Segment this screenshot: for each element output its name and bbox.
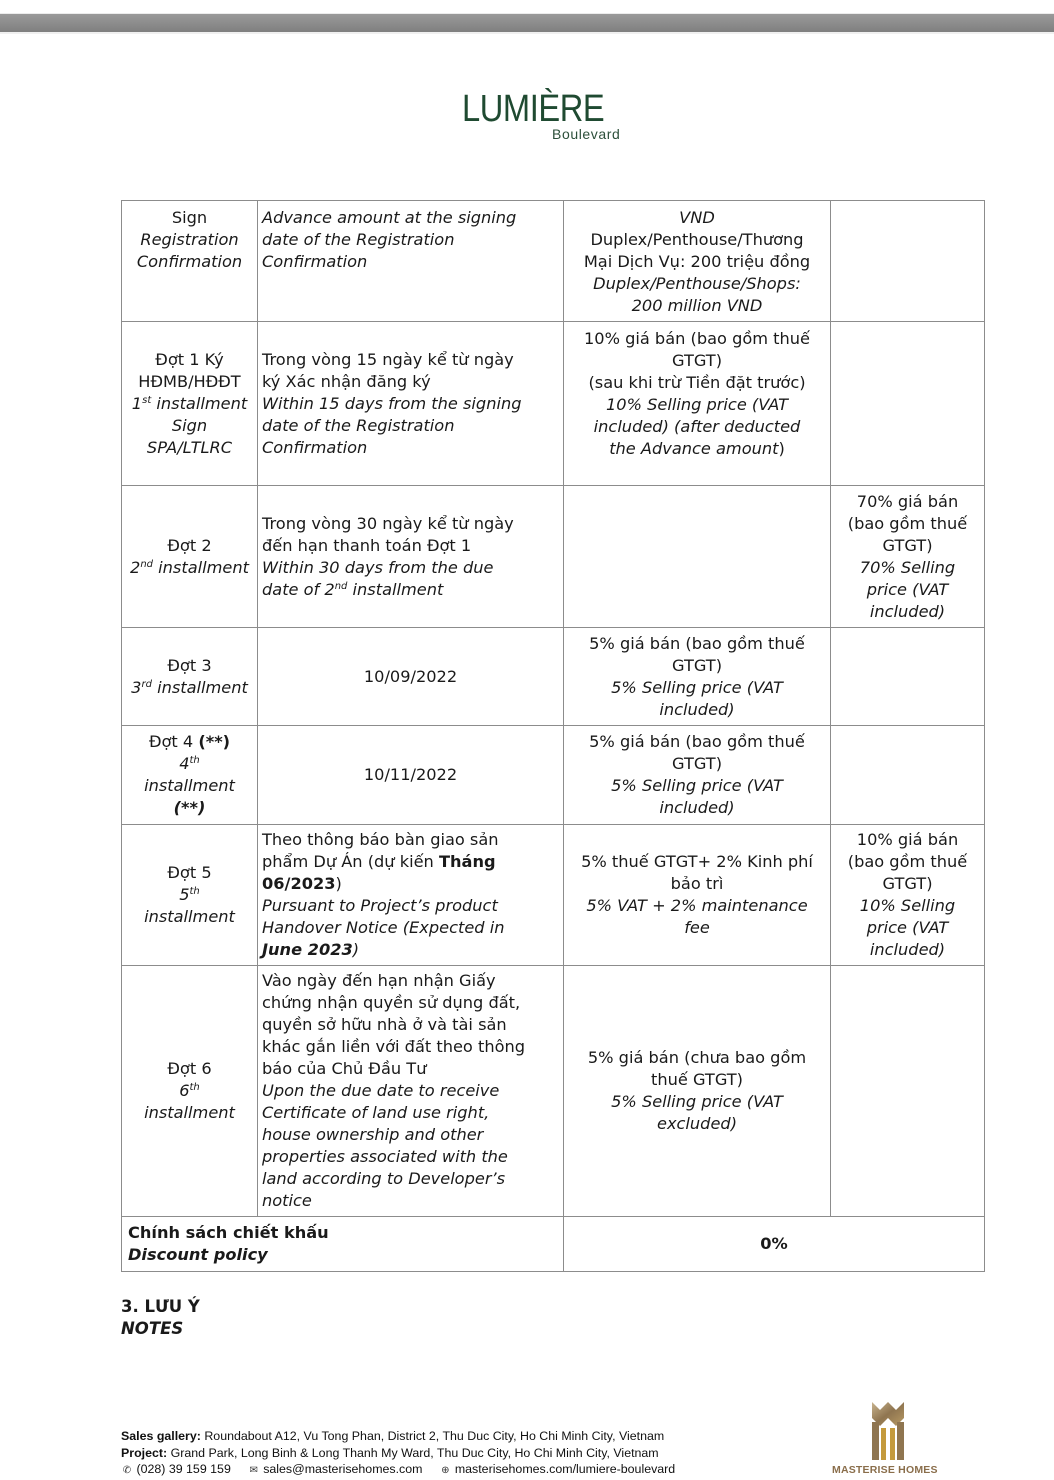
masterise-homes-wordmark: MASTERISE HOMES — [832, 1464, 938, 1476]
timing-text: Pursuant to Project’s product — [262, 896, 498, 915]
stage-text: Sign — [171, 208, 208, 227]
loan-cell — [831, 966, 985, 1217]
timing-part: installment — [347, 579, 444, 599]
table-row — [122, 825, 985, 966]
timing-part: ) — [352, 940, 360, 959]
stage-text: Đợt 1 Ký — [155, 349, 224, 369]
loan-cell — [831, 322, 985, 486]
timing-text: Confirmation — [262, 252, 368, 271]
table-row — [122, 322, 985, 486]
ordinal-suffix: st — [142, 394, 152, 406]
loan-text: (bao gồm thuế — [847, 852, 968, 871]
timing-cell — [258, 486, 564, 628]
timing-text: Within 30 days from the due — [262, 557, 494, 577]
email-link[interactable]: sales@masterisehomes.com — [263, 1462, 423, 1476]
amount-text: 5% giá bán (bao gồm thuế — [589, 732, 805, 751]
amount-text: bảo trì — [670, 874, 724, 893]
discount-label-vi: Chính sách chiết khấu — [128, 1223, 329, 1242]
amount-text: excluded) — [656, 1114, 738, 1133]
timing-text: ký Xác nhận đăng ký — [262, 371, 431, 391]
amount-text: VND — [679, 208, 715, 227]
amount-cell — [564, 486, 831, 628]
amount-text: included) — [659, 699, 735, 719]
table-row — [122, 628, 985, 726]
amount-text: GTGT) — [671, 754, 723, 773]
stage-text — [123, 557, 256, 579]
timing-text: properties associated with the — [262, 1147, 508, 1166]
stage-cell — [122, 726, 258, 825]
stage-cell — [122, 825, 258, 966]
timing-text: Trong vòng 30 ngày kể từ ngày — [262, 513, 514, 533]
amount-text: 5% giá bán (bao gồm thuế — [589, 633, 805, 653]
masterise-homes-logo — [828, 1398, 948, 1478]
timing-text — [262, 579, 559, 601]
payment-schedule-table — [121, 200, 985, 1272]
notes-heading — [121, 1296, 200, 1340]
stage-part: Đợt 4 — [148, 732, 199, 751]
ordinal-number: 4 — [179, 754, 190, 773]
amount-text-paren: ) — [778, 439, 785, 458]
loan-cell — [831, 486, 985, 628]
timing-text: house ownership and other — [262, 1125, 484, 1144]
timing-text — [262, 851, 559, 873]
timing-text: Upon the due date to receive — [262, 1081, 500, 1100]
ordinal-suffix: nd — [334, 580, 348, 592]
discount-label-cell — [122, 1217, 564, 1272]
amount-text: 10% giá bán (bao gồm thuế — [583, 329, 811, 348]
project-line — [121, 1445, 675, 1462]
loan-text: GTGT) — [882, 535, 933, 555]
timing-text — [262, 873, 559, 895]
installment-word: installment — [153, 557, 249, 577]
ordinal-suffix: th — [189, 1082, 200, 1093]
timing-cell — [258, 966, 564, 1217]
footnote-marker: (**) — [198, 732, 231, 751]
amount-text — [567, 438, 827, 460]
loan-text: 10% giá bán — [856, 830, 959, 849]
loan-text: price (VAT — [866, 579, 949, 599]
project-address: Grand Park, Long Binh & Long Thanh My Ward, Thu Duc City, Ho Chi Minh City, Vietnam — [167, 1445, 659, 1460]
loan-cell — [831, 825, 985, 966]
loan-text: 70% giá bán — [856, 491, 959, 511]
mail-icon: ✉ — [249, 1465, 258, 1476]
ordinal-number: 5 — [179, 885, 190, 904]
installment-word: installment — [151, 393, 248, 413]
amount-text: 5% Selling price (VAT — [611, 1092, 783, 1111]
stage-text: SPA/LTLRC — [146, 437, 233, 457]
amount-text: GTGT) — [671, 351, 723, 370]
timing-text: land according to Developer’s — [262, 1169, 506, 1188]
stage-text — [123, 393, 256, 415]
timing-part: ) — [335, 874, 342, 893]
amount-text: 5% Selling price (VAT — [611, 776, 783, 795]
amount-text: 5% thuế GTGT+ 2% Kinh phí — [581, 852, 813, 871]
footer-contact — [121, 1428, 675, 1480]
stage-text — [123, 677, 256, 699]
project-label: Project: — [121, 1445, 168, 1460]
stage-text: installment — [144, 776, 235, 795]
stage-text: installment — [144, 1103, 235, 1122]
loan-text: 10% Selling — [859, 896, 956, 915]
amount-cell — [564, 966, 831, 1217]
table-row — [122, 726, 985, 825]
amount-text: 200 million VND — [631, 296, 763, 315]
amount-text: 5% Selling price (VAT — [611, 677, 783, 697]
amount-cell — [564, 726, 831, 825]
amount-text: 5% VAT + 2% maintenance — [586, 896, 808, 915]
amount-text: 5% giá bán (chưa bao gồm — [587, 1048, 807, 1067]
timing-part: date of 2 — [262, 579, 335, 599]
brand-main: LUMIÈRE — [462, 88, 605, 130]
timing-cell: 10/09/2022 — [258, 628, 564, 726]
viewer-top-bar — [0, 13, 1054, 34]
amount-cell — [564, 825, 831, 966]
loan-text: (bao gồm thuế — [847, 513, 968, 533]
timing-text: date of the Registration — [262, 415, 455, 435]
discount-row — [122, 1217, 985, 1272]
ordinal-number: 6 — [179, 1081, 190, 1100]
amount-cell — [564, 322, 831, 486]
ordinal-number: 1 — [131, 393, 143, 413]
amount-text: Duplex/Penthouse/Thương — [590, 230, 804, 249]
discount-value: 0% — [564, 1217, 985, 1272]
table-row — [122, 486, 985, 628]
amount-text: (sau khi trừ Tiền đặt trước) — [588, 373, 806, 392]
timing-text: Certificate of land use right, — [262, 1103, 490, 1122]
discount-label-en: Discount policy — [128, 1245, 268, 1264]
loan-text: 70% Selling — [859, 557, 956, 577]
masterise-emblem-icon — [828, 1398, 948, 1462]
timing-text: báo của Chủ Đầu Tư — [262, 1059, 427, 1078]
timing-text: chứng nhận quyền sử dụng đất, — [262, 993, 521, 1012]
table-row — [122, 201, 985, 322]
ordinal-number: 3 — [131, 677, 142, 697]
stage-cell — [122, 201, 258, 322]
amount-text: fee — [684, 918, 710, 937]
amount-text: included) (after deducted — [593, 417, 801, 436]
stage-cell — [122, 322, 258, 486]
installment-word: installment — [151, 677, 248, 697]
stage-text: Sign — [171, 415, 208, 435]
stage-text: Đợt 3 — [167, 655, 212, 675]
stage-text: Đợt 6 — [167, 1059, 212, 1078]
stage-text: Registration — [140, 230, 239, 249]
loan-text: included) — [869, 940, 946, 959]
amount-text-italic: the Advance amount — [609, 439, 779, 458]
stage-cell — [122, 486, 258, 628]
stage-text: Đợt 2 — [167, 535, 212, 555]
timing-text: Within 15 days from the signing — [262, 393, 522, 413]
timing-text: Trong vòng 15 ngày kể từ ngày — [262, 349, 514, 369]
sales-gallery-label: Sales gallery: — [121, 1429, 201, 1443]
timing-text: notice — [262, 1191, 312, 1210]
amount-text: thuế GTGT) — [651, 1070, 743, 1089]
ordinal-number: 2 — [130, 557, 141, 577]
loan-text: included) — [869, 601, 946, 621]
stage-text: Confirmation — [136, 252, 243, 271]
amount-cell — [564, 201, 831, 322]
timing-cell — [258, 201, 564, 322]
timing-bold: Tháng — [438, 852, 496, 871]
timing-text — [262, 939, 559, 961]
timing-cell — [258, 825, 564, 966]
timing-text: Advance amount at the signing — [262, 208, 517, 227]
phone-icon: ✆ — [122, 1465, 132, 1476]
stage-cell — [122, 628, 258, 726]
loan-cell — [831, 201, 985, 322]
loan-text: GTGT) — [882, 874, 933, 893]
stage-text: HĐMB/HĐĐT — [138, 371, 241, 391]
table-row — [122, 966, 985, 1217]
ordinal-suffix: rd — [141, 678, 152, 690]
contact-line — [121, 1461, 675, 1480]
notes-heading-vi: 3. LƯU Ý — [121, 1297, 200, 1316]
timing-cell — [258, 322, 564, 486]
stage-cell — [122, 966, 258, 1217]
timing-part: phẩm Dự Án (dự kiến — [262, 852, 439, 871]
amount-text: Duplex/Penthouse/Shops: — [593, 274, 801, 293]
loan-text: price (VAT — [866, 918, 949, 937]
stage-text — [123, 753, 256, 775]
notes-heading-en: NOTES — [121, 1319, 184, 1338]
ordinal-suffix: nd — [140, 558, 154, 570]
timing-text: Handover Notice (Expected in — [262, 918, 505, 937]
timing-text: đến hạn thanh toán Đợt 1 — [262, 535, 472, 555]
timing-text: date of the Registration — [262, 230, 455, 249]
stage-text: installment — [144, 907, 235, 926]
amount-text: Mại Dịch Vụ: 200 triệu đồng — [583, 252, 811, 271]
timing-text: Theo thông báo bàn giao sản — [262, 830, 499, 849]
phone-number[interactable]: (028) 39 159 159 — [136, 1462, 231, 1476]
globe-icon: ⊕ — [441, 1465, 450, 1476]
timing-bold: 06/2023 — [262, 874, 336, 893]
brand-sub: Boulevard — [552, 126, 621, 142]
ordinal-suffix: th — [189, 755, 200, 766]
amount-text: 10% Selling price (VAT — [605, 395, 789, 414]
timing-cell: 10/11/2022 — [258, 726, 564, 825]
footnote-marker: (**) — [173, 798, 206, 817]
stage-text — [123, 731, 256, 753]
amount-text: included) — [659, 798, 735, 817]
loan-cell — [831, 726, 985, 825]
timing-text: Confirmation — [262, 437, 368, 457]
stage-text: Đợt 5 — [167, 863, 212, 882]
sales-gallery-address: Roundabout A12, Vu Tong Phan, District 2, Thu Duc City, Ho Chi Minh City, Vietnam — [200, 1429, 665, 1443]
stage-text — [123, 884, 256, 906]
timing-text: quyền sở hữu nhà ở và tài sản — [262, 1015, 507, 1034]
ordinal-suffix: th — [189, 886, 200, 897]
lumiere-boulevard-logo — [462, 84, 634, 148]
amount-text: GTGT) — [671, 655, 723, 675]
timing-bold: June 2023 — [262, 940, 353, 959]
sales-gallery-line — [121, 1428, 675, 1445]
stage-text — [123, 1080, 256, 1102]
amount-cell — [564, 628, 831, 726]
loan-cell — [831, 628, 985, 726]
timing-text: khác gắn liền với đất theo thông — [262, 1037, 526, 1056]
website-link[interactable]: masterisehomes.com/lumiere-boulevard — [454, 1462, 676, 1476]
timing-text: Vào ngày đến hạn nhận Giấy — [262, 971, 496, 990]
